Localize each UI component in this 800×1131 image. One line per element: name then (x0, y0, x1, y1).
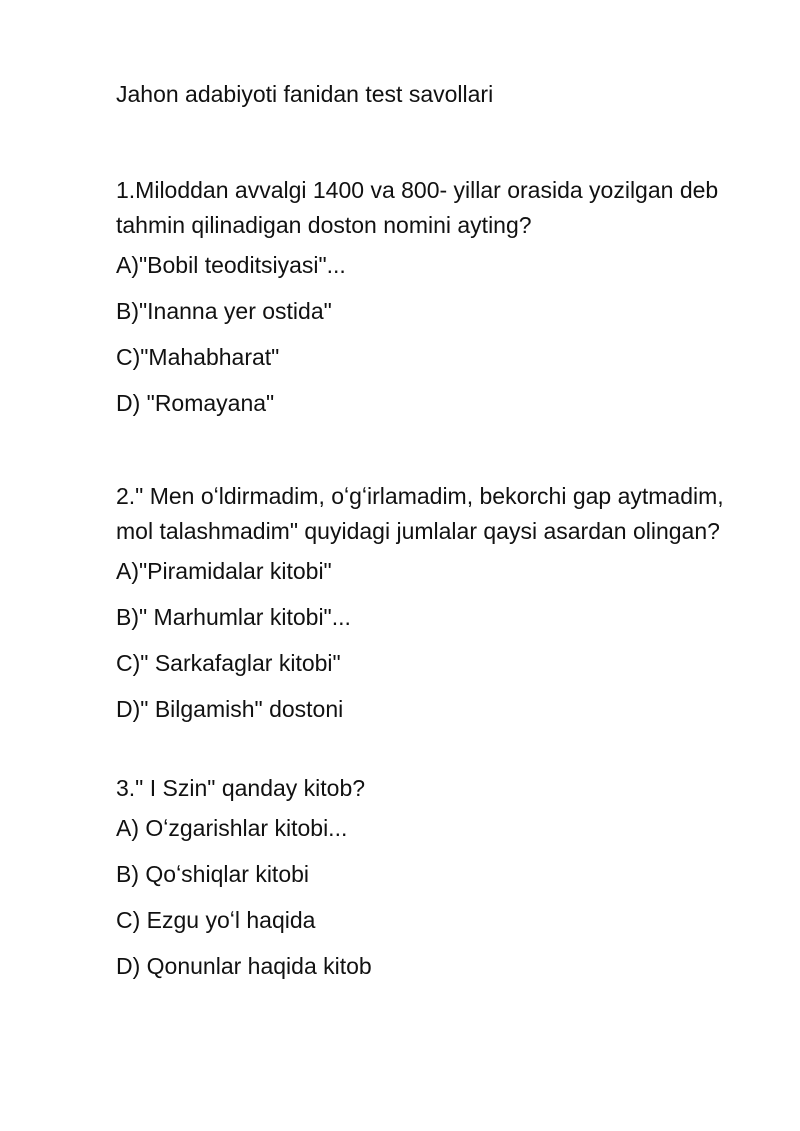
question-1 (116, 173, 736, 419)
question-text: 3." I Szin" qanday kitob? (116, 775, 366, 801)
question-text: 1.Miloddan avvalgi 1400 va 800- yillar orasida yozilgan deb tahmin qilinadigan doston nomini ayting? (116, 177, 719, 238)
question-2 (116, 479, 736, 725)
option-c: C)" Sarkafaglar kitobi" (116, 650, 341, 676)
option-b: B) Qoʻshiqlar kitobi (116, 861, 310, 887)
option-a: A)"Piramidalar kitobi" (116, 558, 332, 584)
option-c: C)"Mahabharat" (116, 344, 280, 370)
document-page (116, 78, 736, 996)
option-a: A) Oʻzgarishlar kitobi... (116, 815, 348, 841)
option-c: C) Ezgu yoʻl haqida (116, 907, 316, 933)
option-a: A)"Bobil teoditsiyasi"... (116, 252, 346, 278)
question-3 (116, 771, 736, 982)
option-d: D) "Romayana" (116, 390, 275, 416)
question-text: 2." Men oʻldirmadim, oʻgʻirlamadim, bekorchi gap aytmadim, mol talashmadim" quyidagi jumlalar qaysi asardan olingan? (116, 483, 724, 544)
option-d: D)" Bilgamish" dostoni (116, 696, 344, 722)
option-d: D) Qonunlar haqida kitob (116, 953, 372, 979)
option-b: B)" Marhumlar kitobi"... (116, 604, 351, 630)
option-b: B)"Inanna yer ostida" (116, 298, 332, 324)
document-title: Jahon adabiyoti fanidan test savollari (116, 81, 494, 107)
